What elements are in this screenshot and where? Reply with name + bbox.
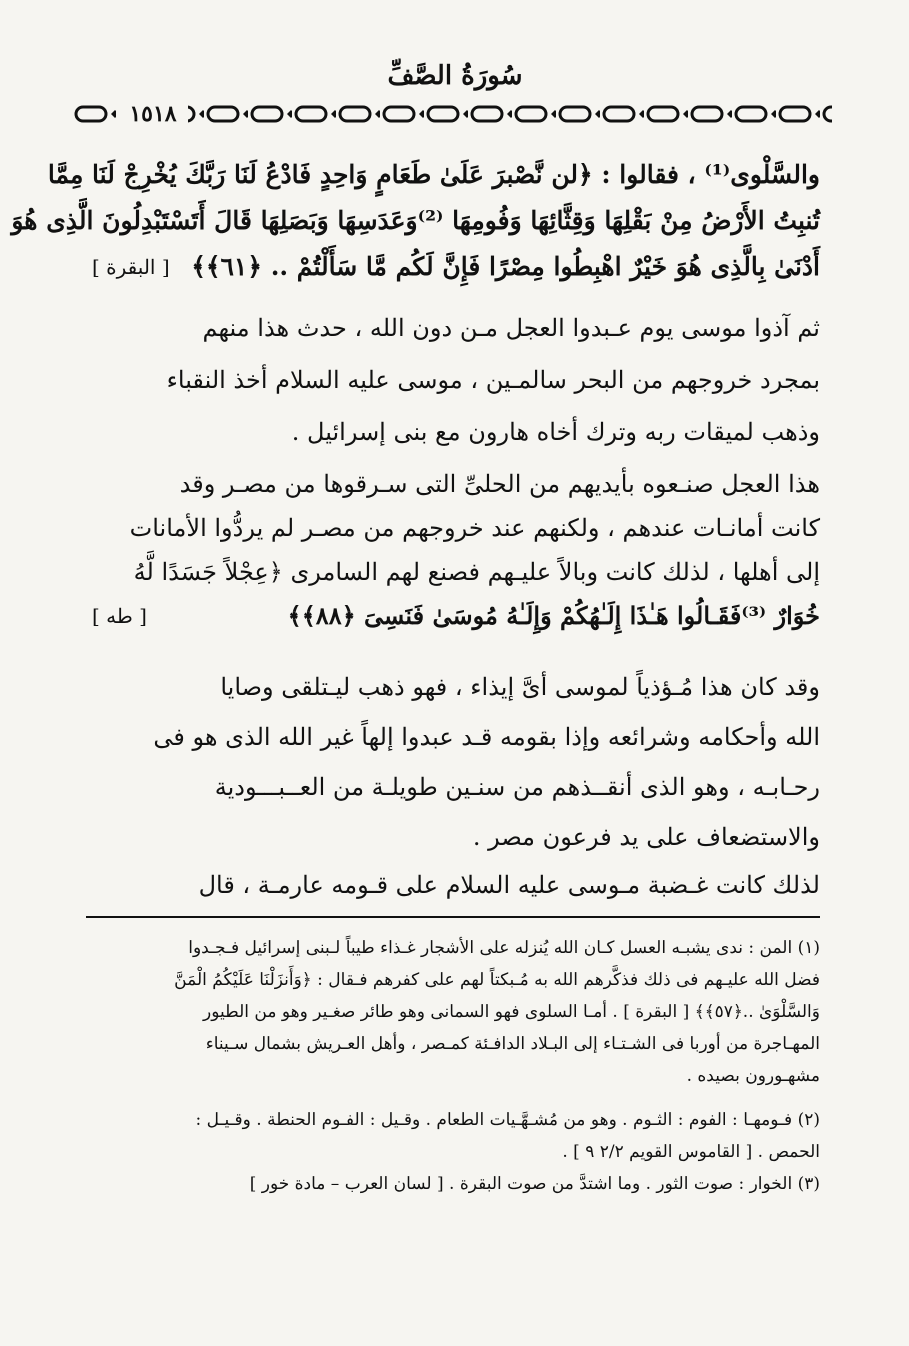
paragraph-4 [92,862,820,908]
text-line: الله وأحكامه وشرائعه وإذا بقومه قـد عبدوا إلهاً غير الله الذى هو فى [153,723,820,751]
footnote-line: فضل الله عليـهم فى ذلك فذكَّرهم الله به مُـبكتاً لهم على كفرهم فـقال : ﴿وَأَنزَلْنَا عَلَيْكُمُ الْمَنَّ [174,970,820,990]
footnote-line: (٢) فـومهـا : الفوم : الثـوم . وهو من مُشـهَّـيات الطعام . وقـيل : الفـوم الحنطة . وقـيـل : [195,1110,820,1130]
text-line: وقد كان هذا مُـؤذياً لموسى أىَّ إيذاء ، فهو ذهب ليـتلقى وصايا [220,673,820,701]
quran-verse-baqara-61 [11,152,820,290]
verse-line [92,244,820,290]
footnote-line: (٣) الخوار : صوت الثور . وما اشتدَّ من صوت البقرة . [ لسان العرب – مادة خور ] [249,1174,820,1194]
verse-reference: [ البقرة ] [92,255,170,279]
text-line: إلى أهلها ، لذلك كانت وبالاً عليـهم فصنع لهم السامرى ﴿عِجْلاً جَسَدًا لَّهُ [133,558,820,586]
footnotes [80,932,820,1200]
text-line: رحـابـه ، وهو الذى أنقــذهم من سنـين طويلـة من العــبـــودية [214,773,820,801]
verse-line: تُنبِتُ الأَرْضُ مِنْ بَقْلِهَا وَقِثَّائِهَا وَفُومِهَا ⁽²⁾وَعَدَسِهَا وَبَصَلِهَا قَالَ أَتَسْتَبْدِلُونَ الَّذِى هُوَ [11,206,820,235]
verse-text: أَدْنَىٰ بِالَّذِى هُوَ خَيْرٌ اهْبِطُوا مِصْرًا فَإِنَّ لَكُم مَّا سَأَلْتُمْ .. ﴿٦١﴾﴾ [191,252,820,281]
footnote-line: (١) المن : ندى يشبـه العسل كـان الله يُنزله على الأشجار غـذاء طيباً لـبنى إسرائيل فـجـدوا [188,938,820,958]
footnote-line: الحمص . [ القاموس القويم ٢/٢ ٩ ] . [562,1142,820,1162]
text-line: والاستضعاف على يد فرعون مصر . [472,823,820,851]
footnote-line: المهـاجرة من أوربا فى الشـتـاء إلى البـلاد الدافـئة كمـصر ، وأهل العـريش بشمال سـيناء [205,1034,820,1054]
quran-verse-taha-88: خُوَارٌ ⁽³⁾فَقَـالُوا هَـٰذَا إِلَـٰهُكُمْ وَإِلَـٰهُ مُوسَىٰ فَنَسِىَ ﴿٨٨﴾﴾ [287,601,820,630]
verse-line: والسَّلْوى⁽¹⁾ ، فقالوا : ﴿لن نَّصْبرَ عَلَىٰ طَعَامٍ وَاحِدٍ فَادْعُ لَنَا رَبَّكَ يُخْرِجْ لَنَا مِمَّا [47,160,820,189]
footnote-line: وَالسَّلْوَىٰ ..﴿٥٧﴾﴾ [ البقرة ] . أمـا السلوى فهو السمانى وهو طائر صغـير وهو من الطيور [203,1002,820,1022]
text-line: ثم آذوا موسى يوم عـبدوا العجل مـن دون الله ، حدث هذا منهم [202,314,820,342]
paragraph-2 [92,462,820,638]
text-line: لذلك كانت غـضبة مـوسى عليه السلام على قـومه عارمـة ، قال [198,871,820,899]
text-line: بمجرد خروجهم من البحر سالمـين ، موسى عليه السلام أخذ النقباء [166,366,820,394]
verse-reference: [ طه ] [92,604,147,628]
footnote-line: مشهـورون بصيده . [686,1066,820,1086]
text-line: وذهب لميقات ربه وترك أخاه هارون مع بنى إسرائيل . [291,418,820,446]
text-line: كانت أمانـات عندهم ، ولكنهم عند خروجهم من مصـر لم يردُّوا الأمانات [129,514,820,542]
surah-title: سُورَةُ الصَّفِّ [387,61,523,91]
page-number: ١٥١٨ [118,96,188,132]
footnote-divider [86,916,820,918]
text-line: هذا العجل صنـعوه بأيديهم من الحلىِّ التى سـرقوها من مصـر وقد [179,470,820,498]
verse-line [92,594,820,638]
paragraph-3 [92,662,820,862]
paragraph-1 [92,302,820,458]
